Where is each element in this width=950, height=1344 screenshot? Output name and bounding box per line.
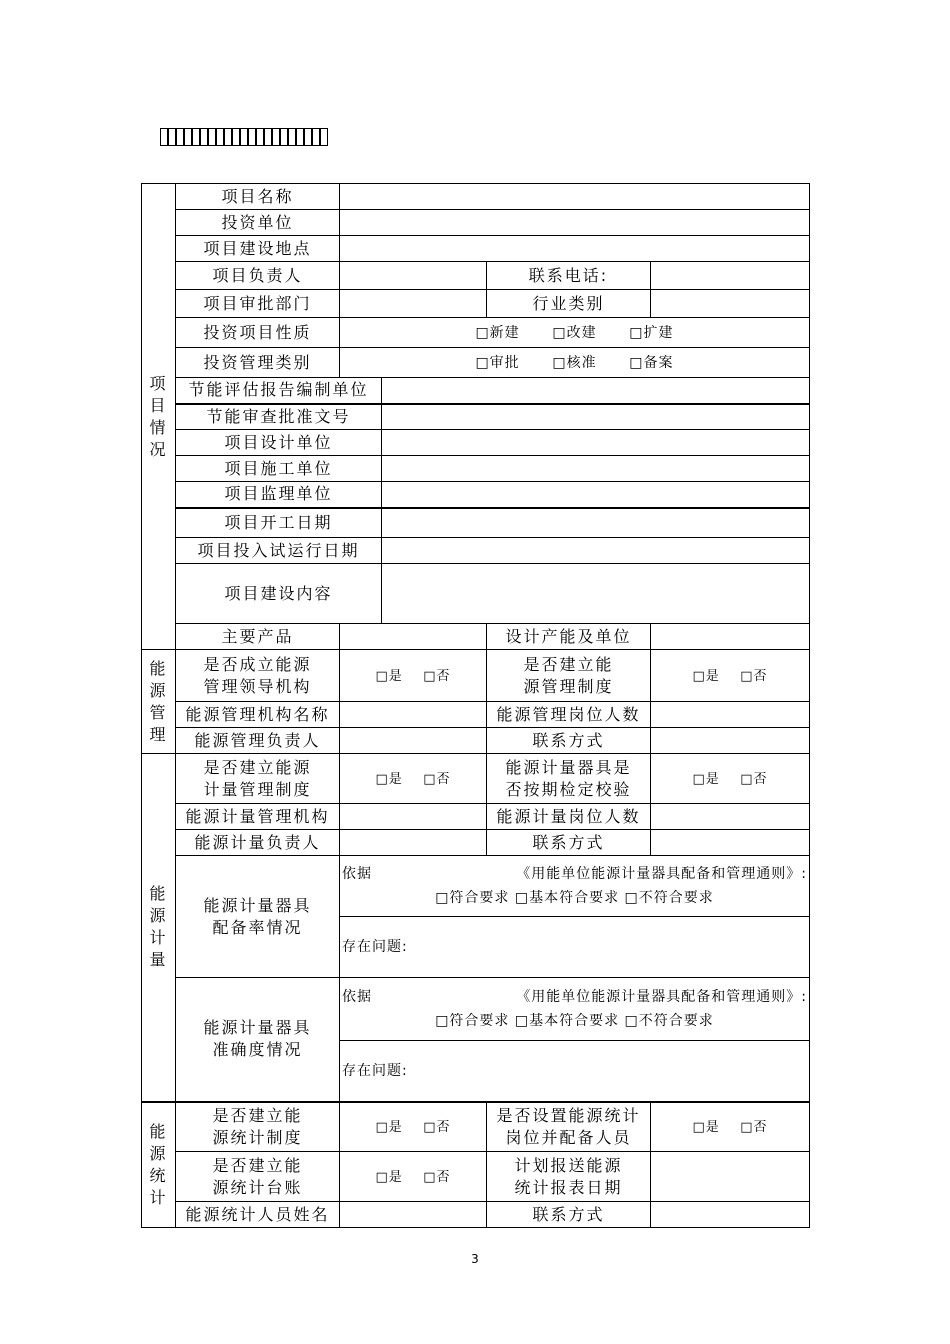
label-mgmt-org-name: 能源管理机构名称: [176, 702, 340, 728]
label-mgmt-org-question: 是否成立能源 管理领导机构: [176, 650, 340, 702]
label-report-unit: 节能评估报告编制单位: [176, 378, 382, 404]
rate-basis: [340, 856, 810, 917]
accuracy-issues[interactable]: 存在问题:: [340, 1041, 810, 1102]
label-meter-accuracy: 能源计量器具 准确度情况: [176, 978, 340, 1102]
label-site: 项目建设地点: [176, 236, 340, 262]
field-meter-post-count[interactable]: [651, 804, 810, 830]
label-mgmt-post-count: 能源管理岗位人数: [487, 702, 651, 728]
label-approval-dept: 项目审批部门: [176, 290, 340, 318]
field-trial-date[interactable]: [382, 538, 810, 564]
label-mgmt-contact: 联系方式: [487, 728, 651, 754]
field-construction-unit[interactable]: [382, 456, 810, 482]
options-mgmt-type[interactable]: □审批 □核准 □备案: [340, 348, 810, 378]
field-stat-contact[interactable]: [651, 1202, 810, 1228]
rate-basis-prefix: 依据: [342, 866, 372, 882]
field-mgmt-post-count[interactable]: [651, 702, 810, 728]
label-mgmt-type: 投资管理类别: [176, 348, 340, 378]
label-mgmt-leader: 能源管理负责人: [176, 728, 340, 754]
section-meter: 能源计量: [142, 754, 176, 1102]
label-content: 项目建设内容: [176, 564, 382, 624]
field-site[interactable]: [340, 236, 810, 262]
label-stat-report-date: 计划报送能源 统计报表日期: [487, 1152, 651, 1202]
label-design-unit: 项目设计单位: [176, 430, 382, 456]
field-stat-staff-name[interactable]: [340, 1202, 487, 1228]
label-contact-phone: 联系电话:: [487, 262, 651, 290]
field-stat-report-date[interactable]: [651, 1152, 810, 1202]
field-meter-leader[interactable]: [340, 830, 487, 856]
accuracy-basis: [340, 978, 810, 1041]
field-industry[interactable]: [651, 290, 810, 318]
options-mgmt-org[interactable]: □是 □否: [340, 650, 487, 702]
label-review-doc: 节能审查批准文号: [176, 404, 382, 430]
options-mgmt-system[interactable]: □是 □否: [651, 650, 810, 702]
label-trial-date: 项目投入试运行日期: [176, 538, 382, 564]
label-meter-post-count: 能源计量岗位人数: [487, 804, 651, 830]
field-mgmt-contact[interactable]: [651, 728, 810, 754]
label-capacity: 设计产能及单位: [487, 624, 651, 650]
accuracy-basis-doc: 《用能单位能源计量器具配备和管理通则》:: [516, 989, 807, 1005]
field-products[interactable]: [340, 624, 487, 650]
label-stat-ledger-question: 是否建立能 源统计台账: [176, 1152, 340, 1202]
field-investor[interactable]: [340, 210, 810, 236]
field-project-name[interactable]: [340, 184, 810, 210]
label-investor: 投资单位: [176, 210, 340, 236]
label-meter-calib-question: 能源计量器具是 否按期检定校验: [487, 754, 651, 804]
label-meter-rate: 能源计量器具 配备率情况: [176, 856, 340, 978]
label-project-name: 项目名称: [176, 184, 340, 210]
section-mgmt: 能源管理: [142, 650, 176, 754]
field-meter-org[interactable]: [340, 804, 487, 830]
rate-compliance-options[interactable]: □符合要求 □基本符合要求 □不符合要求: [435, 890, 714, 906]
label-start-date: 项目开工日期: [176, 508, 382, 538]
field-mgmt-leader[interactable]: [340, 728, 487, 754]
field-design-unit[interactable]: [382, 430, 810, 456]
label-supervision-unit: 项目监理单位: [176, 482, 382, 508]
label-leader: 项目负责人: [176, 262, 340, 290]
rate-basis-doc: 《用能单位能源计量器具配备和管理通则》:: [516, 866, 807, 882]
field-report-unit[interactable]: [382, 378, 810, 404]
options-meter-calib[interactable]: □是 □否: [651, 754, 810, 804]
label-industry: 行业类别: [487, 290, 651, 318]
field-content[interactable]: [382, 564, 810, 624]
options-meter-system[interactable]: □是 □否: [340, 754, 487, 804]
label-stat-staff-name: 能源统计人员姓名: [176, 1202, 340, 1228]
label-meter-contact: 联系方式: [487, 830, 651, 856]
label-construction-unit: 项目施工单位: [176, 456, 382, 482]
field-meter-contact[interactable]: [651, 830, 810, 856]
garbled-title: [160, 128, 328, 148]
label-meter-org: 能源计量管理机构: [176, 804, 340, 830]
options-nature[interactable]: □新建 □改建 □扩建: [340, 318, 810, 348]
field-capacity[interactable]: [651, 624, 810, 650]
field-supervision-unit[interactable]: [382, 482, 810, 508]
energy-info-form: [141, 183, 810, 650]
label-mgmt-system-question: 是否建立能 源管理制度: [487, 650, 651, 702]
field-contact-phone[interactable]: [651, 262, 810, 290]
options-stat-system[interactable]: □是 □否: [340, 1102, 487, 1152]
energy-management-form: [141, 649, 810, 1228]
accuracy-basis-prefix: 依据: [342, 989, 372, 1005]
page-number: 3: [471, 1252, 479, 1266]
section-project: 项目情况: [142, 184, 176, 650]
field-approval-dept[interactable]: [340, 290, 487, 318]
field-start-date[interactable]: [382, 508, 810, 538]
options-stat-post[interactable]: □是 □否: [651, 1102, 810, 1152]
options-stat-ledger[interactable]: □是 □否: [340, 1152, 487, 1202]
label-stat-system-question: 是否建立能 源统计制度: [176, 1102, 340, 1152]
label-meter-leader: 能源计量负责人: [176, 830, 340, 856]
label-products: 主要产品: [176, 624, 340, 650]
field-leader[interactable]: [340, 262, 487, 290]
field-mgmt-org-name[interactable]: [340, 702, 487, 728]
label-stat-contact: 联系方式: [487, 1202, 651, 1228]
field-review-doc[interactable]: [382, 404, 810, 430]
label-nature: 投资项目性质: [176, 318, 340, 348]
accuracy-compliance-options[interactable]: □符合要求 □基本符合要求 □不符合要求: [435, 1013, 714, 1029]
label-meter-system-question: 是否建立能源 计量管理制度: [176, 754, 340, 804]
section-stat: 能源统计: [142, 1102, 176, 1228]
label-stat-post-question: 是否设置能源统计 岗位并配备人员: [487, 1102, 651, 1152]
rate-issues[interactable]: 存在问题:: [340, 917, 810, 978]
